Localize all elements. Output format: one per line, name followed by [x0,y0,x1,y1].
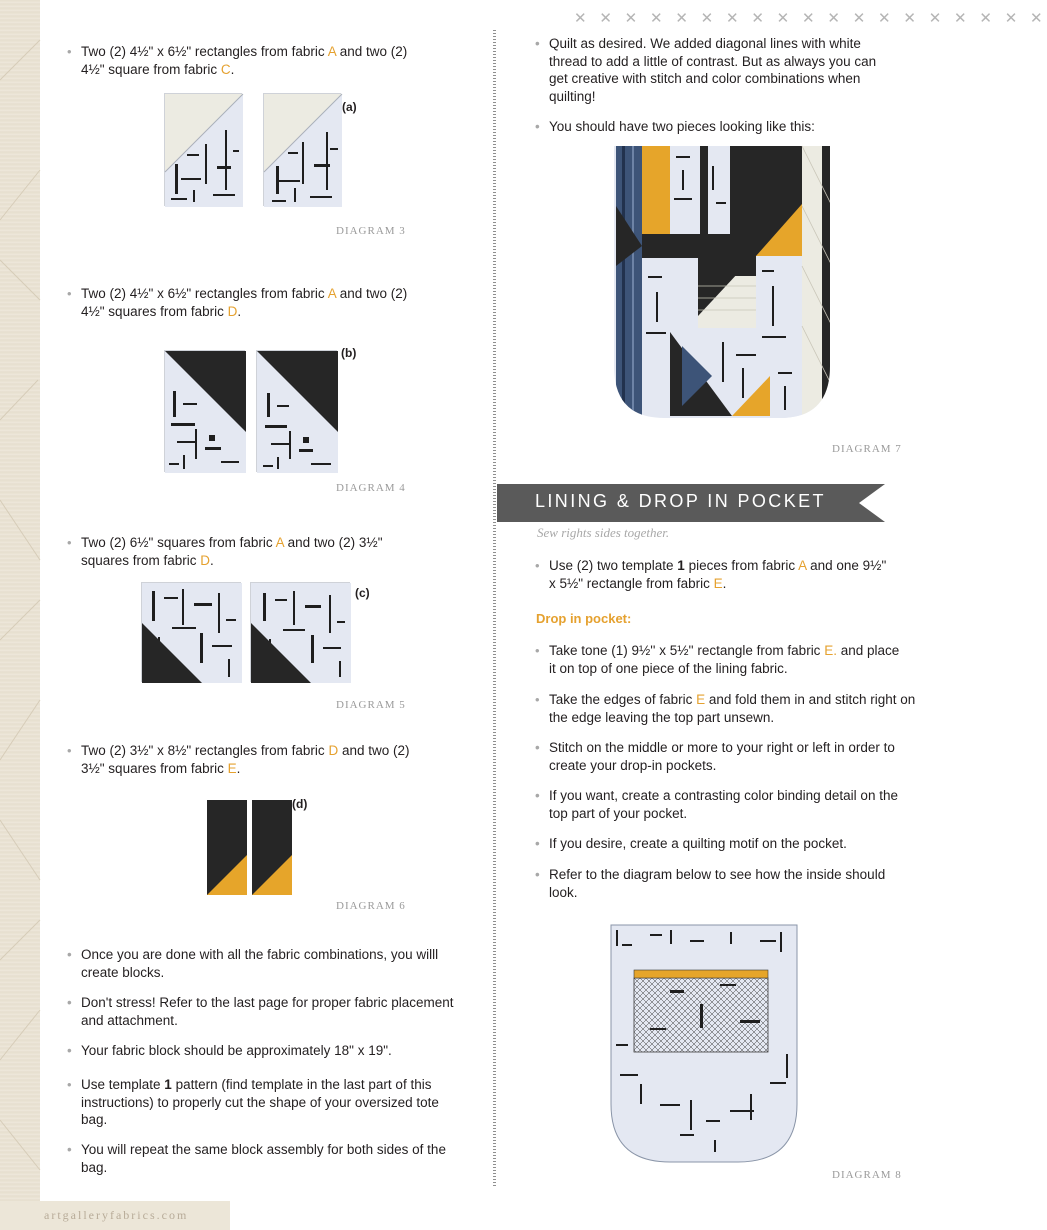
hst-block-b1 [164,350,245,472]
note-create-blocks: Once you are done with all the fabric combinations, you willl create blocks. [81,947,439,980]
drop-step-2: • Take the edges of fabric E and fold them in and stitch right on the edge leaving the top part unsewn. [535,692,916,725]
step-d-text: • Two (2) 3½" x 8½" rectangles from fabric D and two (2) 3½" squares from fabric E. [67,743,410,776]
column-divider [493,30,496,1188]
section-title: LINING & DROP IN POCKET [535,491,826,511]
note-dont-stress: Don't stress! Refer to the last page for proper fabric placement and attachment. [81,995,454,1028]
drop-step-5: If you desire, create a quilting motif on the pocket. [549,836,847,851]
drop-step-4: If you want, create a contrasting color binding detail on the top part of your pocket. [549,788,898,821]
bullet-dot: • [67,947,72,962]
diagram-7-caption: DIAGRAM 7 [832,443,902,455]
linen-texture-border [0,0,40,1230]
diagram-8-lining-pocket [610,924,798,1164]
drop-step-6: Refer to the diagram below to see how the inside should look. [549,867,886,900]
bullet-dot: • [535,867,540,882]
hst-block-b2 [256,350,337,472]
bullet-dot: • [535,740,540,755]
drop-step-3: Stitch on the middle or more to your right or left in order to create your drop-in pockets. [549,740,895,773]
bullet-dot: • [535,36,540,51]
hst-block-c1 [141,582,241,682]
bullet-dot: • [535,788,540,803]
diagram-3-caption: DIAGRAM 3 [336,225,406,237]
hst-block-c2 [250,582,350,682]
diagram-label-c: (c) [355,586,370,600]
hst-block-a2 [263,93,341,206]
bullet-dot: • [67,1142,72,1157]
note-two-pieces: You should have two pieces looking like this: [549,119,815,134]
bullet-dot: • [67,995,72,1010]
bullet-dot: • [535,119,540,134]
diagram-label-a: (a) [342,100,357,114]
lining-step: • Use (2) two template 1 pieces from fabric A and one 9½" x 5½" rectangle from fabric E. [535,558,887,591]
diagram-6-caption: DIAGRAM 6 [336,900,406,912]
diagram-7-bag-panel [612,146,832,418]
hst-block-a1 [164,93,242,206]
diagram-label-b: (b) [341,346,357,360]
step-b-text: • Two (2) 4½" x 6½" rectangles from fabric A and two (2) 4½" squares from fabric D. [67,286,408,319]
diagram-label-d: (d) [292,797,308,811]
step-c-text: • Two (2) 6½" squares from fabric A and two (2) 3½" squares from fabric D. [67,535,383,568]
footer-website: artgalleryfabrics.com [44,1208,189,1222]
note-repeat: You will repeat the same block assembly for both sides of the bag. [81,1142,446,1175]
note-quilt: Quilt as desired. We added diagonal lines with white thread to add a little of contrast. But as always you can get creative with stitch and color combinations when quilting! [549,36,877,104]
note-block-size: Your fabric block should be approximately 18" x 19". [81,1043,392,1058]
note-template: • Use template 1 pattern (find template in the last part of this instructions) to properly cut the shape of your oversized tote bag. [67,1077,439,1127]
strip-block-d1 [207,800,247,895]
section-subtitle: Sew rights sides together. [537,525,670,540]
diagram-8-caption: DIAGRAM 8 [832,1169,902,1181]
cross-stitch-decoration: ✕ ✕ ✕ ✕ ✕ ✕ ✕ ✕ ✕ ✕ ✕ ✕ ✕ ✕ ✕ ✕ ✕ ✕ ✕ [574,10,1047,27]
bullet-dot: • [67,1043,72,1058]
strip-block-d2 [252,800,292,895]
diagram-4-caption: DIAGRAM 4 [336,482,406,494]
step-a-text: • Two (2) 4½" x 6½" rectangles from fabric A and two (2) 4½" square from fabric C. [67,44,408,77]
drop-step-1: • Take tone (1) 9½'' x 5½'' rectangle from fabric E. and place it on top of one piece of the lining fabric. [535,643,900,676]
drop-pocket-heading: Drop in pocket: [536,611,632,626]
bullet-dot: • [535,836,540,851]
diagram-5-caption: DIAGRAM 5 [336,699,406,711]
